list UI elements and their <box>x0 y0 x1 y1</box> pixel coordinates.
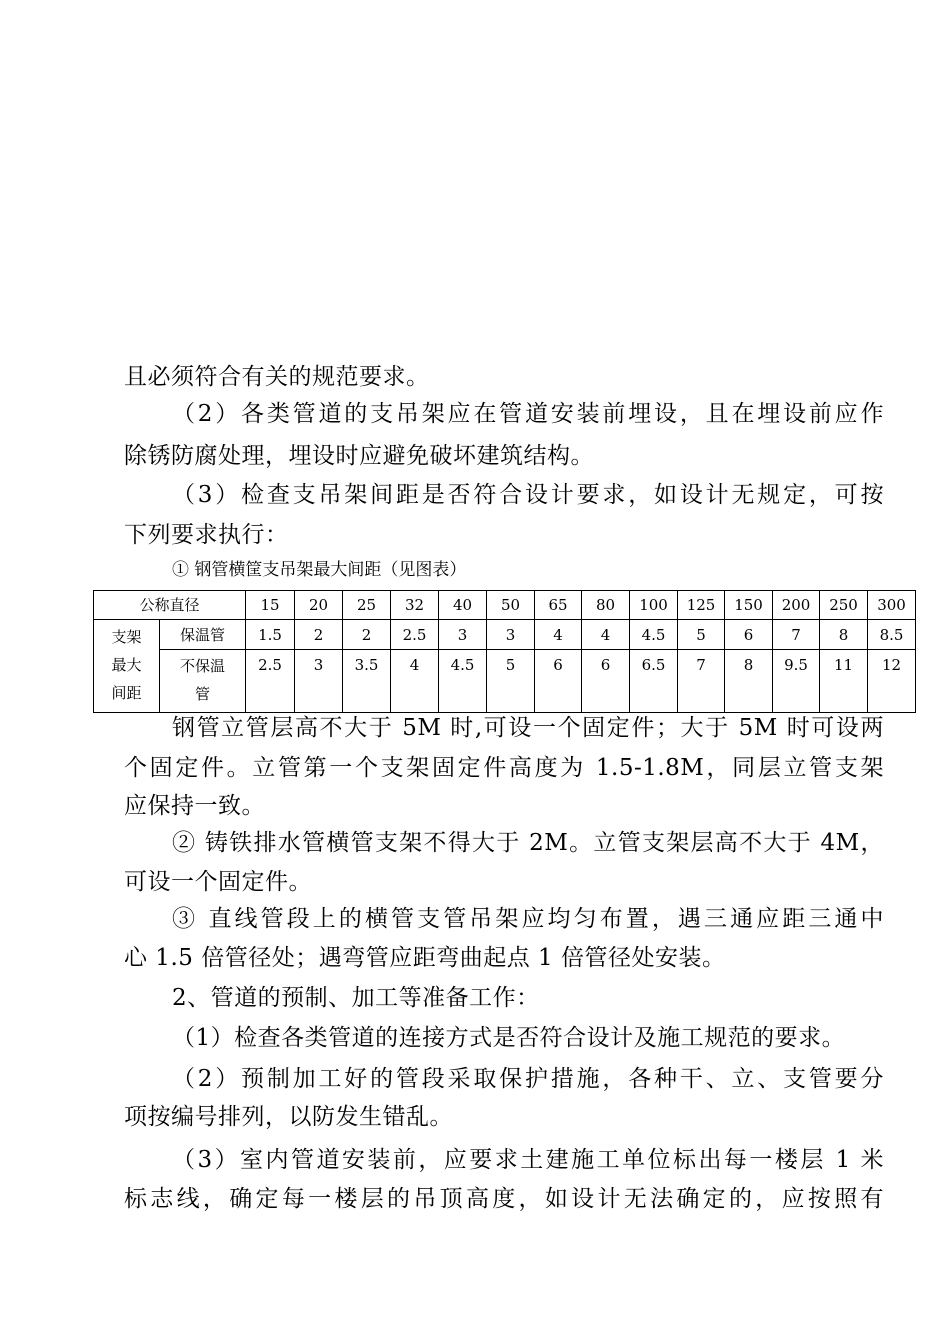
value-cell: 6 <box>582 650 630 713</box>
value-cell: 3 <box>295 650 343 713</box>
paragraph-line: （3）室内管道安装前，应要求土建施工单位标出每一楼层 1 米 <box>172 1147 884 1173</box>
support-spacing-table <box>93 590 916 713</box>
value-cell: 4 <box>582 620 630 650</box>
paragraph-line: 标志线，确定每一楼层的吊顶高度，如设计无法确定的，应按照有 <box>124 1186 884 1212</box>
paragraph-line: 钢管立管层高不大于 5M 时,可设一个固定件；大于 5M 时可设两 <box>172 715 884 741</box>
value-cell: 12 <box>868 650 916 713</box>
value-cell: 11 <box>820 650 868 713</box>
value-cell: 7 <box>678 650 725 713</box>
paragraph-line: 项按编号排列，以防发生错乱。 <box>124 1104 453 1130</box>
paragraph-line: ③ 直线管段上的横管支管吊架应均匀布置，遇三通应距三通中 <box>172 906 884 932</box>
value-cell: 4 <box>391 650 439 713</box>
paragraph-line: 个固定件。立管第一个支架固定件高度为 1.5-1.8M，同层立管支架 <box>124 755 884 781</box>
paragraph-line: 可设一个固定件。 <box>124 869 312 895</box>
value-cell: 8.5 <box>868 620 916 650</box>
value-cell: 5 <box>678 620 725 650</box>
header-cell: 公称直径 <box>94 591 246 620</box>
value-cell: 6 <box>535 650 582 713</box>
value-cell: 8 <box>820 620 868 650</box>
paragraph-line: （2）各类管道的支吊架应在管道安装前埋设，且在埋设前应作 <box>172 401 884 427</box>
group-label-line: 最大 <box>111 656 142 674</box>
paragraph-line: （2）预制加工好的管段采取保护措施，各种干、立、支管要分 <box>172 1066 884 1092</box>
paragraph-line: 下列要求执行： <box>124 522 289 548</box>
value-cell: 4.5 <box>630 620 678 650</box>
paragraph-line: （3）检查支吊架间距是否符合设计要求，如设计无规定，可按 <box>172 482 884 508</box>
diameter-cell: 40 <box>439 591 487 620</box>
value-cell: 3 <box>439 620 487 650</box>
group-label-line: 间距 <box>111 684 142 702</box>
value-cell: 2 <box>343 620 391 650</box>
value-cell: 9.5 <box>773 650 820 713</box>
uninsulated-label-line: 不保温 <box>180 657 226 675</box>
value-cell: 5 <box>487 650 535 713</box>
uninsulated-label-cell <box>160 650 246 713</box>
value-cell: 4.5 <box>439 650 487 713</box>
value-cell: 1.5 <box>246 620 295 650</box>
diameter-cell: 250 <box>820 591 868 620</box>
value-cell: 3 <box>487 620 535 650</box>
value-cell: 3.5 <box>343 650 391 713</box>
paragraph-line: 应保持一致。 <box>124 793 265 819</box>
paragraph-line: 除锈防腐处理，埋设时应避免破坏建筑结构。 <box>124 443 594 469</box>
group-label-line: 支架 <box>111 628 142 646</box>
value-cell: 6.5 <box>630 650 678 713</box>
value-cell: 7 <box>773 620 820 650</box>
section-heading: 2、管道的预制、加工等准备工作： <box>172 985 540 1011</box>
diameter-cell: 65 <box>535 591 582 620</box>
diameter-cell: 32 <box>391 591 439 620</box>
table-row <box>94 650 916 713</box>
diameter-cell: 100 <box>630 591 678 620</box>
value-cell: 2.5 <box>246 650 295 713</box>
value-cell: 6 <box>725 620 773 650</box>
uninsulated-label-line: 管 <box>195 685 211 703</box>
diameter-cell: 150 <box>725 591 773 620</box>
table-row <box>94 620 916 650</box>
diameter-cell: 125 <box>678 591 725 620</box>
value-cell: 4 <box>535 620 582 650</box>
table-caption: ① 钢管横筐支吊架最大间距（见图表） <box>172 560 467 580</box>
diameter-cell: 25 <box>343 591 391 620</box>
group-label-cell <box>94 620 160 713</box>
paragraph-line: 心 1.5 倍管径处；遇弯管应距弯曲起点 1 倍管径处安装。 <box>124 945 726 971</box>
paragraph-line: ② 铸铁排水管横管支架不得大于 2M。立管支架层高不大于 4M， <box>172 830 884 856</box>
diameter-cell: 50 <box>487 591 535 620</box>
diameter-cell: 300 <box>868 591 916 620</box>
diameter-cell: 15 <box>246 591 295 620</box>
value-cell: 8 <box>725 650 773 713</box>
diameter-cell: 20 <box>295 591 343 620</box>
diameter-cell: 200 <box>773 591 820 620</box>
insulated-label-cell: 保温管 <box>160 620 246 650</box>
diameter-cell: 80 <box>582 591 630 620</box>
value-cell: 2.5 <box>391 620 439 650</box>
paragraph-line: 且必须符合有关的规范要求。 <box>124 364 430 390</box>
paragraph-line: （1）检查各类管道的连接方式是否符合设计及施工规范的要求。 <box>172 1025 846 1051</box>
table-row <box>94 591 916 620</box>
value-cell: 2 <box>295 620 343 650</box>
